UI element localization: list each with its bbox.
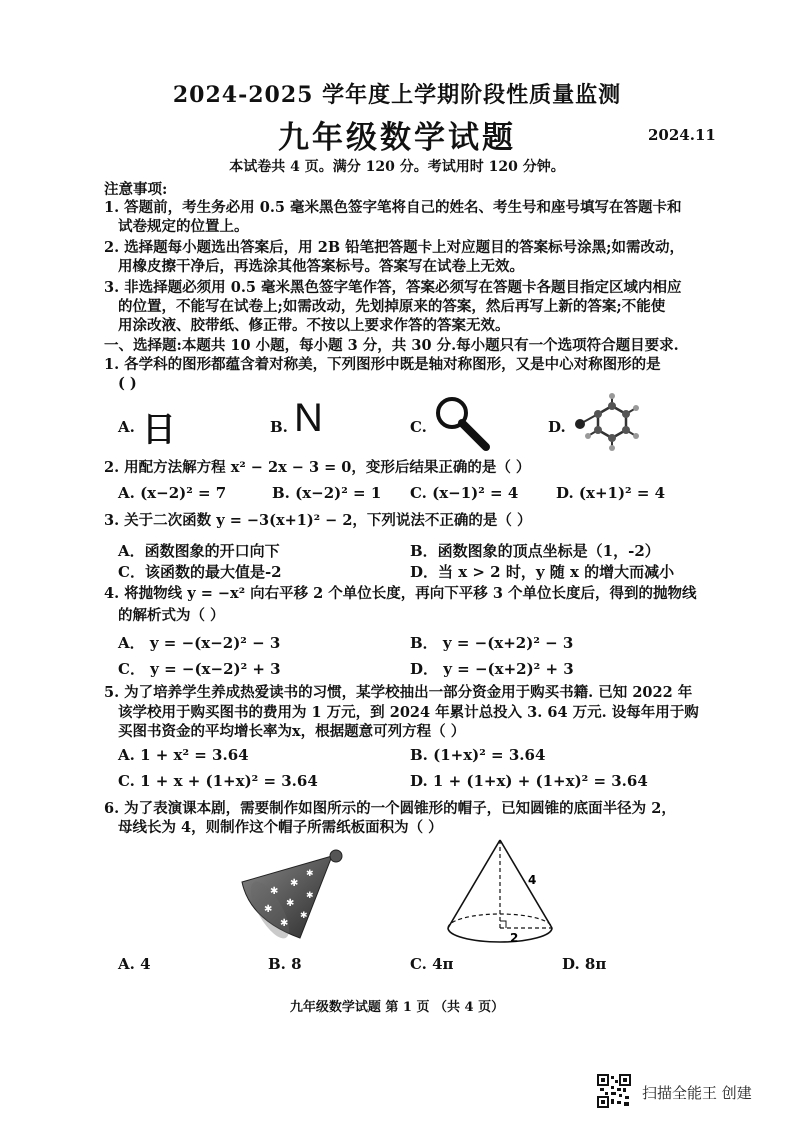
notes-line-5: 3. 非选择题必须用 0.5 毫米黑色签字笔作答，答案必须写在答题卡各题目指定区域内相应 xyxy=(104,279,682,296)
notes-line-3: 2. 选择题每小题选出答案后，用 2B 铅笔把答题卡上对应题目的答案标号涂黑;如需改动， xyxy=(104,239,684,256)
q2-option-a: A. (x−2)² = 7 xyxy=(118,484,227,502)
q2-option-c: C. (x−1)² = 4 xyxy=(410,484,519,502)
cone-slant-label: 4 xyxy=(528,873,537,887)
notes-line-4: 用橡皮擦干净后，再选涂其他答案标号。答案写在试卷上无效。 xyxy=(118,258,524,275)
q3-option-c: C．该函数的最大值是-2 xyxy=(118,563,282,581)
q5-option-d: D. 1 + (1+x) + (1+x)² = 3.64 xyxy=(410,772,648,790)
q4-stem-2: 的解析式为（ ） xyxy=(118,607,225,624)
q1-option-b-figure: N xyxy=(294,396,323,440)
q1-option-a-label: A. xyxy=(118,418,135,436)
exam-subtitle: 本试卷共 4 页。满分 120 分。考试用时 120 分钟。 xyxy=(229,159,565,175)
q6-stem-2: 母线长为 4，则制作这个帽子所需纸板面积为（ ） xyxy=(118,819,443,836)
notes-line-1: 1. 答题前，考生务必用 0.5 毫米黑色签字笔将自己的姓名、考生号和座号填写在答题卡和 xyxy=(104,199,682,216)
q2-stem: 2. 用配方法解方程 x² − 2x − 3 = 0，变形后结果正确的是（ ） xyxy=(104,459,531,476)
q6-option-d: D. 8π xyxy=(562,955,607,973)
q3-stem: 3. 关于二次函数 y = −3(x+1)² − 2，下列说法不正确的是（ ） xyxy=(104,512,532,529)
exam-title: 九年级数学试题 xyxy=(278,120,516,156)
q1-option-a-figure: 日 xyxy=(142,410,176,450)
q3-option-d: D．当 x > 2 时，y 随 x 的增大而减小 xyxy=(410,563,675,581)
molecule-icon xyxy=(572,392,652,452)
svg-text:✱: ✱ xyxy=(264,904,273,915)
notes-line-6: 的位置，不能写在试卷上;如需改动，先划掉原来的答案，然后再写上新的答案;不能使 xyxy=(118,298,666,315)
notes-heading: 注意事项: xyxy=(104,181,168,198)
q6-option-a: A. 4 xyxy=(118,955,151,973)
q5-option-a: A. 1 + x² = 3.64 xyxy=(118,746,249,764)
q1-option-c-label: C. xyxy=(410,418,427,436)
q6-option-b: B. 8 xyxy=(268,955,302,973)
q4-option-a: A． y = −(x−2)² − 3 xyxy=(118,634,281,652)
q5-stem: 5. 为了培养学生养成热爱读书的习惯，某学校抽出一部分资金用于购买书籍. 已知 2022 年 xyxy=(104,684,693,701)
notes-line-2: 试卷规定的位置上。 xyxy=(118,218,249,235)
svg-text:✱: ✱ xyxy=(300,911,308,921)
page-footer: 九年级数学试题 第 1 页 （共 4 页） xyxy=(289,1000,505,1015)
exam-date: 2024.11 xyxy=(648,126,716,144)
svg-text:✱: ✱ xyxy=(286,898,295,909)
q3-option-a: A．函数图象的开口向下 xyxy=(118,542,280,560)
party-hat-illustration xyxy=(236,846,356,946)
q5-stem-3: 买图书资金的平均增长率为x，根据题意可列方程（ ） xyxy=(118,723,466,740)
cone-diagram xyxy=(440,834,560,954)
q1-option-b-label: B. xyxy=(270,418,288,436)
scanner-watermark: 扫描全能王 创建 xyxy=(642,1084,752,1102)
q4-option-d: D． y = −(x+2)² + 3 xyxy=(410,660,574,678)
q5-option-c: C. 1 + x + (1+x)² = 3.64 xyxy=(118,772,318,790)
q4-stem: 4. 将抛物线 y = −x² 向右平移 2 个单位长度，再向下平移 3 个单位长度后，得到的抛物线 xyxy=(104,585,697,602)
qr-code-icon xyxy=(597,1074,631,1108)
svg-text:✱: ✱ xyxy=(270,886,279,897)
q6-stem: 6. 为了表演课本剧，需要制作如图所示的一个圆锥形的帽子，已知圆锥的底面半径为 2， xyxy=(104,800,676,817)
q4-option-c: C． y = −(x−2)² + 3 xyxy=(118,660,281,678)
q4-option-b: B． y = −(x+2)² − 3 xyxy=(410,634,574,652)
q5-option-b: B. (1+x)² = 3.64 xyxy=(410,746,546,764)
exam-series-title: 2024-2025 学年度上学期阶段性质量监测 xyxy=(172,82,622,108)
magnifier-icon xyxy=(432,394,494,454)
svg-text:✱: ✱ xyxy=(290,878,299,889)
section-heading: 一、选择题:本题共 10 小题，每小题 3 分，共 30 分.每小题只有一个选项符合题目要求. xyxy=(104,337,679,354)
svg-text:✱: ✱ xyxy=(280,918,289,929)
q1-stem: 1. 各学科的图形都蕴含着对称美，下列图形中既是轴对称图形，又是中心对称图形的是 xyxy=(104,356,661,373)
notes-line-7: 用涂改液、胶带纸、修正带。不按以上要求作答的答案无效。 xyxy=(118,317,510,334)
q1-option-d-label: D. xyxy=(548,418,566,436)
q5-stem-2: 该学校用于购买图书的费用为 1 万元，到 2024 年累计总投入 3. 64 万元. 设每年用于购 xyxy=(118,704,699,721)
cone-radius-label: 2 xyxy=(510,931,519,945)
q1-stem-paren: ( ) xyxy=(118,375,137,392)
svg-text:✱: ✱ xyxy=(306,869,314,879)
q6-option-c: C. 4π xyxy=(410,955,454,973)
q3-option-b: B．函数图象的顶点坐标是（1，-2） xyxy=(410,542,660,560)
q2-option-b: B. (x−2)² = 1 xyxy=(272,484,382,502)
q2-option-d: D. (x+1)² = 4 xyxy=(556,484,666,502)
svg-text:✱: ✱ xyxy=(306,891,314,901)
